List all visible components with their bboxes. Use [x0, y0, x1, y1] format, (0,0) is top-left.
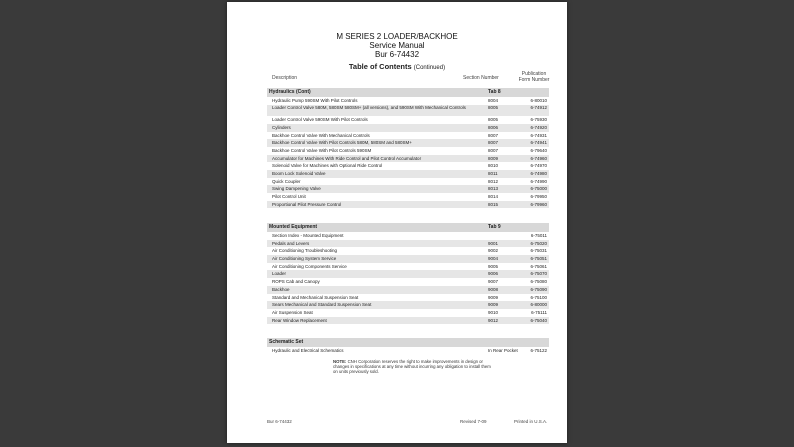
row-section-number: 8012	[488, 178, 499, 184]
section-header	[267, 338, 549, 347]
table-row	[267, 286, 549, 294]
table-row	[267, 170, 549, 178]
table-row	[267, 317, 549, 325]
row-form-number: 6-75020	[530, 240, 547, 246]
row-description: Backhoe Control Valve With Mechanical Controls	[272, 132, 370, 138]
row-section-number: 8010	[488, 163, 499, 169]
row-form-number: 6-74980	[530, 171, 547, 176]
table-row	[267, 232, 549, 240]
row-description: Swing Dampening Valve	[272, 186, 321, 192]
row-description: Loader Control Valve 590SM With Pilot Controls	[272, 117, 368, 123]
row-form-number: 6-75011	[530, 233, 547, 238]
row-section-number: 8014	[488, 194, 499, 200]
column-description: Description	[272, 75, 298, 81]
row-form-number: 6-75051	[530, 256, 547, 262]
row-form-number: 6-74990	[530, 178, 547, 184]
row-description: Cylinders	[272, 124, 291, 130]
section-hydraulics	[267, 88, 549, 208]
table-row	[267, 347, 549, 355]
section-tab: Tab 8	[488, 89, 501, 95]
row-description: Hydraulic and Electrical Schematics	[272, 348, 344, 353]
row-form-number: 6-74920	[530, 124, 547, 130]
row-form-number: 6-74941	[530, 140, 547, 146]
row-section-number: 9006	[488, 271, 499, 277]
table-row	[267, 155, 549, 163]
column-section: Section Number	[463, 75, 499, 81]
row-description: Hydraulic Pump 590SM With Pilot Controls	[272, 98, 358, 103]
row-section-number: 8015	[488, 201, 499, 207]
row-description: Accumulator for Machines With Ride Control and Pilot Control Accumulator	[272, 155, 422, 161]
section-tab: Tab 9	[488, 224, 501, 230]
row-section-number: 8004	[488, 98, 499, 103]
document-subtitle: Service Manual	[369, 41, 425, 50]
table-row	[267, 162, 549, 170]
row-section-number: 9009	[488, 294, 499, 300]
row-form-number: 6-79960	[530, 201, 547, 207]
row-form-number: 6-75930	[530, 117, 547, 123]
row-form-number: 6-75040	[530, 317, 547, 323]
row-section-number: In Rear Pocket	[488, 348, 518, 353]
row-description: Air Conditioning System Service	[272, 256, 337, 262]
table-row	[267, 240, 549, 248]
document-page	[227, 2, 567, 443]
note-block	[333, 359, 493, 375]
section-header	[267, 223, 549, 232]
row-description: Rear Window Replacement	[272, 317, 327, 323]
row-description: Standard and Mechanical Suspension Seat	[272, 294, 359, 300]
footer-revised: Revised 7-09	[460, 419, 487, 424]
table-row	[267, 116, 549, 124]
table-row	[267, 270, 549, 278]
row-description: Loader	[272, 271, 287, 277]
row-description: Backhoe Control Valve With Pilot Controls 580M, 580SM and 580SM+	[272, 140, 412, 146]
row-description: Backhoe	[272, 286, 290, 292]
row-section-number: 9001	[488, 240, 499, 246]
note-text: CNH Corporation reserves the right to make improvements in design or changes in specifications at any time without incurring any obligation to install them on units previously sold.	[333, 359, 491, 375]
table-row	[267, 201, 549, 209]
row-section-number: 9007	[488, 279, 499, 285]
table-row	[267, 255, 549, 263]
row-description: Air Suspension Seat	[272, 309, 313, 315]
document-number: Bur 6-74432	[374, 50, 420, 59]
row-section-number: 9009	[488, 302, 499, 308]
row-section-number: 9004	[488, 256, 499, 262]
table-row	[267, 294, 549, 302]
row-section-number: 8007	[488, 132, 499, 138]
toc-continued: (Continued)	[413, 65, 446, 71]
row-form-number: 6-75090	[530, 286, 547, 292]
row-section-number: 8009	[488, 155, 499, 161]
row-form-number: 6-74912	[530, 104, 547, 110]
table-row	[267, 309, 549, 317]
row-description: Pilot Control Unit	[272, 194, 306, 200]
row-form-number: 6-74970	[530, 163, 547, 169]
column-publication-line2: Form Number	[518, 76, 550, 83]
row-form-number: 6-75061	[530, 263, 547, 269]
row-form-number: 6-75122	[530, 348, 547, 353]
footer-printed: Printed in U.S.A.	[514, 419, 548, 424]
row-section-number: 9012	[488, 317, 499, 323]
section-title: Mounted Equipment	[269, 224, 318, 230]
section-header	[267, 88, 549, 97]
row-section-number: 8013	[488, 186, 499, 192]
table-row	[267, 147, 549, 155]
row-description: Sears Mechanical and Standard Suspension Seat	[272, 302, 372, 308]
table-row	[267, 105, 549, 117]
table-row	[267, 263, 549, 271]
row-description: Air Conditioning Components Service	[272, 263, 347, 269]
row-section-number: 8005	[488, 104, 499, 110]
row-form-number: 6-75080	[530, 279, 547, 285]
toc-heading	[227, 62, 567, 71]
row-description: Section Index - Mounted Equipment	[272, 233, 344, 238]
table-row	[267, 301, 549, 309]
column-publication	[515, 72, 553, 83]
row-description: Boom Lock Solenoid Valve	[272, 171, 326, 176]
table-row	[267, 185, 549, 193]
table-row	[267, 139, 549, 147]
toc-title: Table of Contents	[348, 62, 412, 71]
row-form-number: 6-79640	[530, 147, 547, 153]
row-description: Proportional Pilot Pressure Control	[272, 201, 342, 207]
table-row	[267, 97, 549, 105]
section-title: Schematic Set	[269, 339, 304, 345]
section-mounted-equipment	[267, 223, 549, 324]
row-form-number: 6-74931	[530, 132, 547, 138]
row-form-number: 6-80000	[530, 302, 547, 308]
row-description: ROPS Cab and Canopy	[272, 279, 320, 285]
row-form-number: 6-74960	[530, 155, 547, 161]
table-row	[267, 193, 549, 201]
column-publication-line1: Publication	[521, 71, 547, 77]
row-description: Pedals and Levers	[272, 240, 310, 246]
table-row	[267, 247, 549, 255]
row-section-number: 9005	[488, 263, 499, 269]
row-description: Air Conditioning Troubleshooting	[272, 248, 338, 254]
row-form-number: 6-80010	[530, 98, 547, 103]
row-description: Loader Control Valve 580M, 580SM 580SM+ (all versions), and 590SM With Mechanical Controls	[272, 104, 466, 110]
document-title: M SERIES 2 LOADER/BACKHOE	[336, 32, 458, 41]
table-row	[267, 124, 549, 132]
table-row	[267, 278, 549, 286]
section-title: Hydraulics (Cont)	[269, 89, 311, 95]
row-description: Solenoid Valve for Machines with Optional Ride Control	[272, 163, 383, 169]
row-description: Quick Coupler	[272, 178, 301, 184]
table-row	[267, 132, 549, 140]
row-section-number: 8007	[488, 140, 499, 146]
row-section-number: 9008	[488, 286, 499, 292]
row-form-number: 6-79950	[530, 194, 547, 200]
row-form-number: 6-75100	[530, 294, 547, 300]
row-section-number: 8011	[488, 171, 498, 176]
row-section-number: 8006	[488, 124, 499, 130]
row-section-number: 8007	[488, 147, 499, 153]
section-schematic-set	[267, 338, 549, 355]
note-label: NOTE:	[333, 359, 347, 364]
row-section-number: 9002	[488, 248, 499, 254]
row-form-number: 6-75031	[530, 248, 547, 254]
row-section-number: 9010	[488, 309, 499, 315]
row-description: Backhoe Control Valve With Pilot Controls 590SM	[272, 147, 372, 153]
row-section-number: 8005	[488, 117, 499, 123]
footer-left: Bur 6-74432	[267, 419, 292, 424]
table-row	[267, 178, 549, 186]
row-form-number: 6-75070	[530, 271, 547, 277]
row-form-number: 6-75000	[530, 186, 547, 192]
row-form-number: 6-75111	[531, 309, 547, 315]
